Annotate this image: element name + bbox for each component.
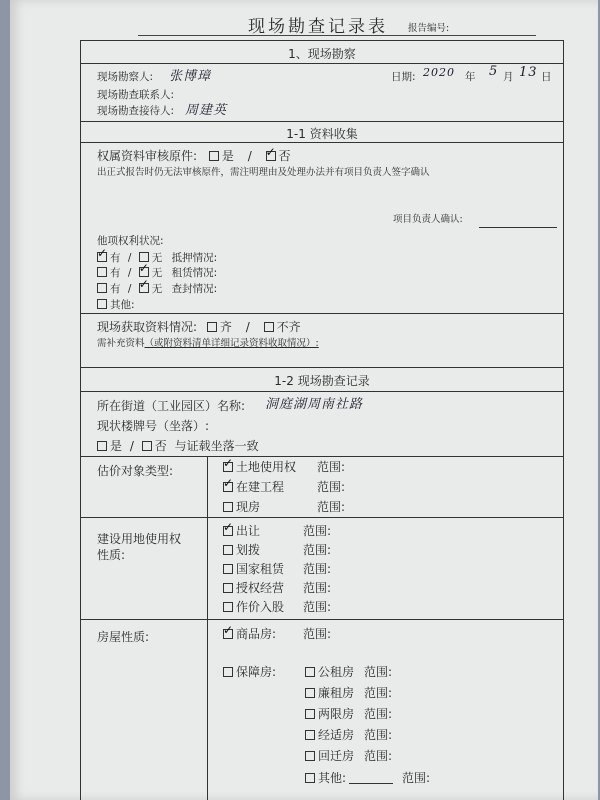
- range-label: 范围:: [303, 600, 332, 614]
- option-label: 保障房:: [236, 665, 277, 679]
- grant-checkbox[interactable]: [223, 526, 233, 536]
- range-label: 范围:: [303, 581, 332, 595]
- affordable-economic: [305, 726, 392, 743]
- option-label: 回迁房: [318, 749, 355, 763]
- range-label: 范围:: [364, 707, 393, 721]
- seizure-label: 查封情况:: [171, 283, 218, 295]
- commercial-option: [223, 625, 276, 642]
- section-1-2-title: 1-2 现场勘查记录: [274, 374, 370, 388]
- option-label: 廉租房: [318, 686, 355, 700]
- have-label: 有: [110, 252, 121, 264]
- inspection-form: [80, 40, 564, 800]
- section-1-title: 1、现场勘察: [288, 47, 356, 61]
- commercial-checkbox[interactable]: [223, 629, 233, 639]
- seizure-none-checkbox[interactable]: [139, 283, 149, 293]
- project-lead-confirm-label: 项目负责人确认:: [393, 214, 463, 225]
- option-label: 在建工程: [236, 480, 285, 494]
- land-use-state-lease: [223, 560, 284, 577]
- range-label: 范围:: [317, 480, 346, 494]
- public-rental-checkbox[interactable]: [305, 667, 315, 677]
- existing-house-checkbox[interactable]: [223, 502, 233, 512]
- range-label: 范围:: [303, 543, 332, 557]
- state-lease-checkbox[interactable]: [223, 564, 233, 574]
- column-divider: [207, 456, 208, 800]
- separator-slash: /: [127, 252, 132, 264]
- divider: [81, 391, 563, 392]
- date-day: 13: [519, 65, 538, 80]
- option-label: 两限房: [318, 707, 355, 721]
- option-label: 现房: [236, 500, 261, 514]
- affordable-resettlement: [305, 747, 392, 764]
- rights-row-lease: [97, 265, 217, 280]
- option-label: 土地使用权: [236, 460, 297, 474]
- consistent-yes-checkbox[interactable]: [97, 441, 107, 451]
- consistent-text: 与证载坐落一致: [174, 439, 259, 453]
- affordable-option: [223, 663, 276, 680]
- divider: [81, 313, 563, 314]
- affordable-other: [305, 769, 430, 786]
- range-label: 范围:: [317, 460, 346, 474]
- other-rights-checkbox[interactable]: [97, 299, 107, 309]
- rights-row-seizure: [97, 281, 217, 296]
- equity-checkbox[interactable]: [223, 602, 233, 612]
- contact-label: 现场勘查联系人:: [97, 89, 175, 101]
- other-rights-label: 他项权利状况:: [97, 235, 164, 247]
- land-use-label: 建设用地使用权: [97, 532, 182, 546]
- range-label: 范围:: [364, 728, 393, 742]
- price-limited-checkbox[interactable]: [305, 709, 315, 719]
- land-use-authorized: [223, 579, 284, 596]
- object-type-construction: [223, 478, 284, 495]
- construction-checkbox[interactable]: [223, 482, 233, 492]
- year-word: 年: [465, 71, 476, 83]
- incomplete-checkbox[interactable]: [264, 322, 274, 332]
- land-use-grant: [223, 522, 260, 539]
- resettlement-checkbox[interactable]: [305, 751, 315, 761]
- confirm-signature-line[interactable]: [479, 227, 557, 228]
- separator-slash: /: [245, 320, 250, 334]
- acquired-label: 现场获取资料情况:: [97, 320, 198, 334]
- object-type-label: 估价对象类型:: [97, 464, 174, 478]
- allocation-checkbox[interactable]: [223, 545, 233, 555]
- range-label: 范围:: [402, 771, 431, 785]
- rights-row-mortgage: [97, 250, 217, 265]
- receiver-signature: 周建英: [185, 103, 228, 118]
- original-review-row: [97, 147, 291, 164]
- supplement-label: 需补充资料: [97, 338, 145, 349]
- original-yes-label: 是: [221, 149, 234, 163]
- form-paper: [10, 0, 598, 800]
- separator-slash: /: [127, 267, 132, 279]
- consistent-no-label: 否: [154, 439, 167, 453]
- separator-slash: /: [129, 439, 134, 453]
- none-label: 无: [151, 267, 163, 279]
- land-use-label-2: 性质:: [97, 548, 126, 562]
- mortgage-have-checkbox[interactable]: [97, 252, 107, 262]
- original-no-label: 否: [278, 149, 291, 163]
- lease-none-checkbox[interactable]: [139, 267, 149, 277]
- plate-label: 现状楼牌号（坐落）:: [97, 419, 210, 433]
- original-yes-checkbox[interactable]: [209, 151, 219, 161]
- range-label: 范围:: [303, 627, 332, 641]
- consistent-no-checkbox[interactable]: [142, 441, 152, 451]
- object-type-land: [223, 458, 296, 475]
- object-type-existing: [223, 498, 260, 515]
- other-label: 其他:: [110, 299, 135, 311]
- option-label: 划拨: [236, 543, 261, 557]
- month-word: 月: [503, 71, 514, 83]
- original-review-note: 出正式报告时仍无法审核原件，需注明理由及处理办法并有项目负责人签字确认: [97, 167, 430, 178]
- document-title: 现场勘查记录表: [248, 17, 388, 37]
- date-label: 日期:: [391, 71, 416, 83]
- title-rule: [138, 35, 536, 36]
- range-label: 范围:: [364, 749, 393, 763]
- inspector-label: 现场勘察人:: [97, 71, 154, 83]
- option-label: 授权经营: [236, 581, 285, 595]
- option-label: 其他:: [318, 771, 347, 785]
- separator-slash: /: [127, 283, 132, 295]
- option-label: 出让: [236, 524, 261, 538]
- acquired-row: [97, 318, 301, 335]
- seizure-have-checkbox[interactable]: [97, 283, 107, 293]
- option-label: 公租房: [318, 665, 355, 679]
- receiver-label: 现场勘查接待人:: [97, 105, 175, 117]
- affordable-public-rental: [305, 663, 392, 680]
- land-right-checkbox[interactable]: [223, 462, 233, 472]
- original-review-label: 权属资料审核原件:: [97, 149, 198, 163]
- mortgage-label: 抵押情况:: [171, 252, 218, 264]
- option-label: 国家租赁: [236, 562, 285, 576]
- authorized-checkbox[interactable]: [223, 583, 233, 593]
- land-use-equity: [223, 598, 284, 615]
- divider: [81, 367, 563, 368]
- other-fill-line[interactable]: [349, 783, 393, 784]
- affordable-checkbox[interactable]: [223, 667, 233, 677]
- none-label: 无: [151, 252, 163, 264]
- divider: [81, 142, 563, 143]
- affordable-price-limited: [305, 705, 392, 722]
- date-month: 5: [489, 64, 499, 79]
- divider: [81, 517, 563, 518]
- divider: [81, 121, 563, 122]
- rights-row-other: [97, 297, 135, 312]
- complete-checkbox[interactable]: [207, 322, 217, 332]
- street-value: 洞庭湖周南社路: [265, 397, 364, 412]
- section-1-1-title: 1-1 资料收集: [286, 127, 358, 141]
- economic-checkbox[interactable]: [305, 730, 315, 740]
- other-house-checkbox[interactable]: [305, 773, 315, 783]
- option-label: 经适房: [318, 728, 355, 742]
- incomplete-label: 不齐: [276, 320, 301, 334]
- option-label: 商品房:: [236, 627, 277, 641]
- confirm-signature-area: [479, 211, 557, 230]
- land-use-allocation: [223, 541, 260, 558]
- low-rent-checkbox[interactable]: [305, 688, 315, 698]
- range-label: 范围:: [364, 686, 393, 700]
- day-word: 日: [541, 71, 552, 83]
- affordable-low-rent: [305, 684, 392, 701]
- none-label: 无: [151, 283, 163, 295]
- range-label: 范围:: [303, 562, 332, 576]
- lease-have-checkbox[interactable]: [97, 267, 107, 277]
- original-no-checkbox[interactable]: [266, 151, 276, 161]
- consistent-yes-label: 是: [110, 439, 123, 453]
- have-label: 有: [110, 283, 121, 295]
- divider: [81, 456, 563, 457]
- range-label: 范围:: [317, 500, 346, 514]
- date-year: 2020: [423, 66, 455, 79]
- supplement-row: [97, 335, 319, 349]
- supplement-note: （或附资料清单详细记录资料收取情况）:: [144, 338, 319, 349]
- option-label: 作价入股: [236, 600, 285, 614]
- lease-label: 租赁情况:: [171, 267, 218, 279]
- divider: [81, 619, 563, 620]
- have-label: 有: [110, 267, 121, 279]
- street-label: 所在街道（工业园区）名称:: [97, 399, 246, 413]
- complete-label: 齐: [219, 320, 232, 334]
- range-label: 范围:: [364, 665, 393, 679]
- separator-slash: /: [247, 149, 252, 163]
- house-nature-label: 房屋性质:: [97, 630, 150, 644]
- consistent-row: [97, 437, 259, 454]
- report-number-label: 报告编号:: [408, 23, 450, 34]
- range-label: 范围:: [303, 524, 332, 538]
- inspector-signature: 张博璋: [169, 69, 212, 84]
